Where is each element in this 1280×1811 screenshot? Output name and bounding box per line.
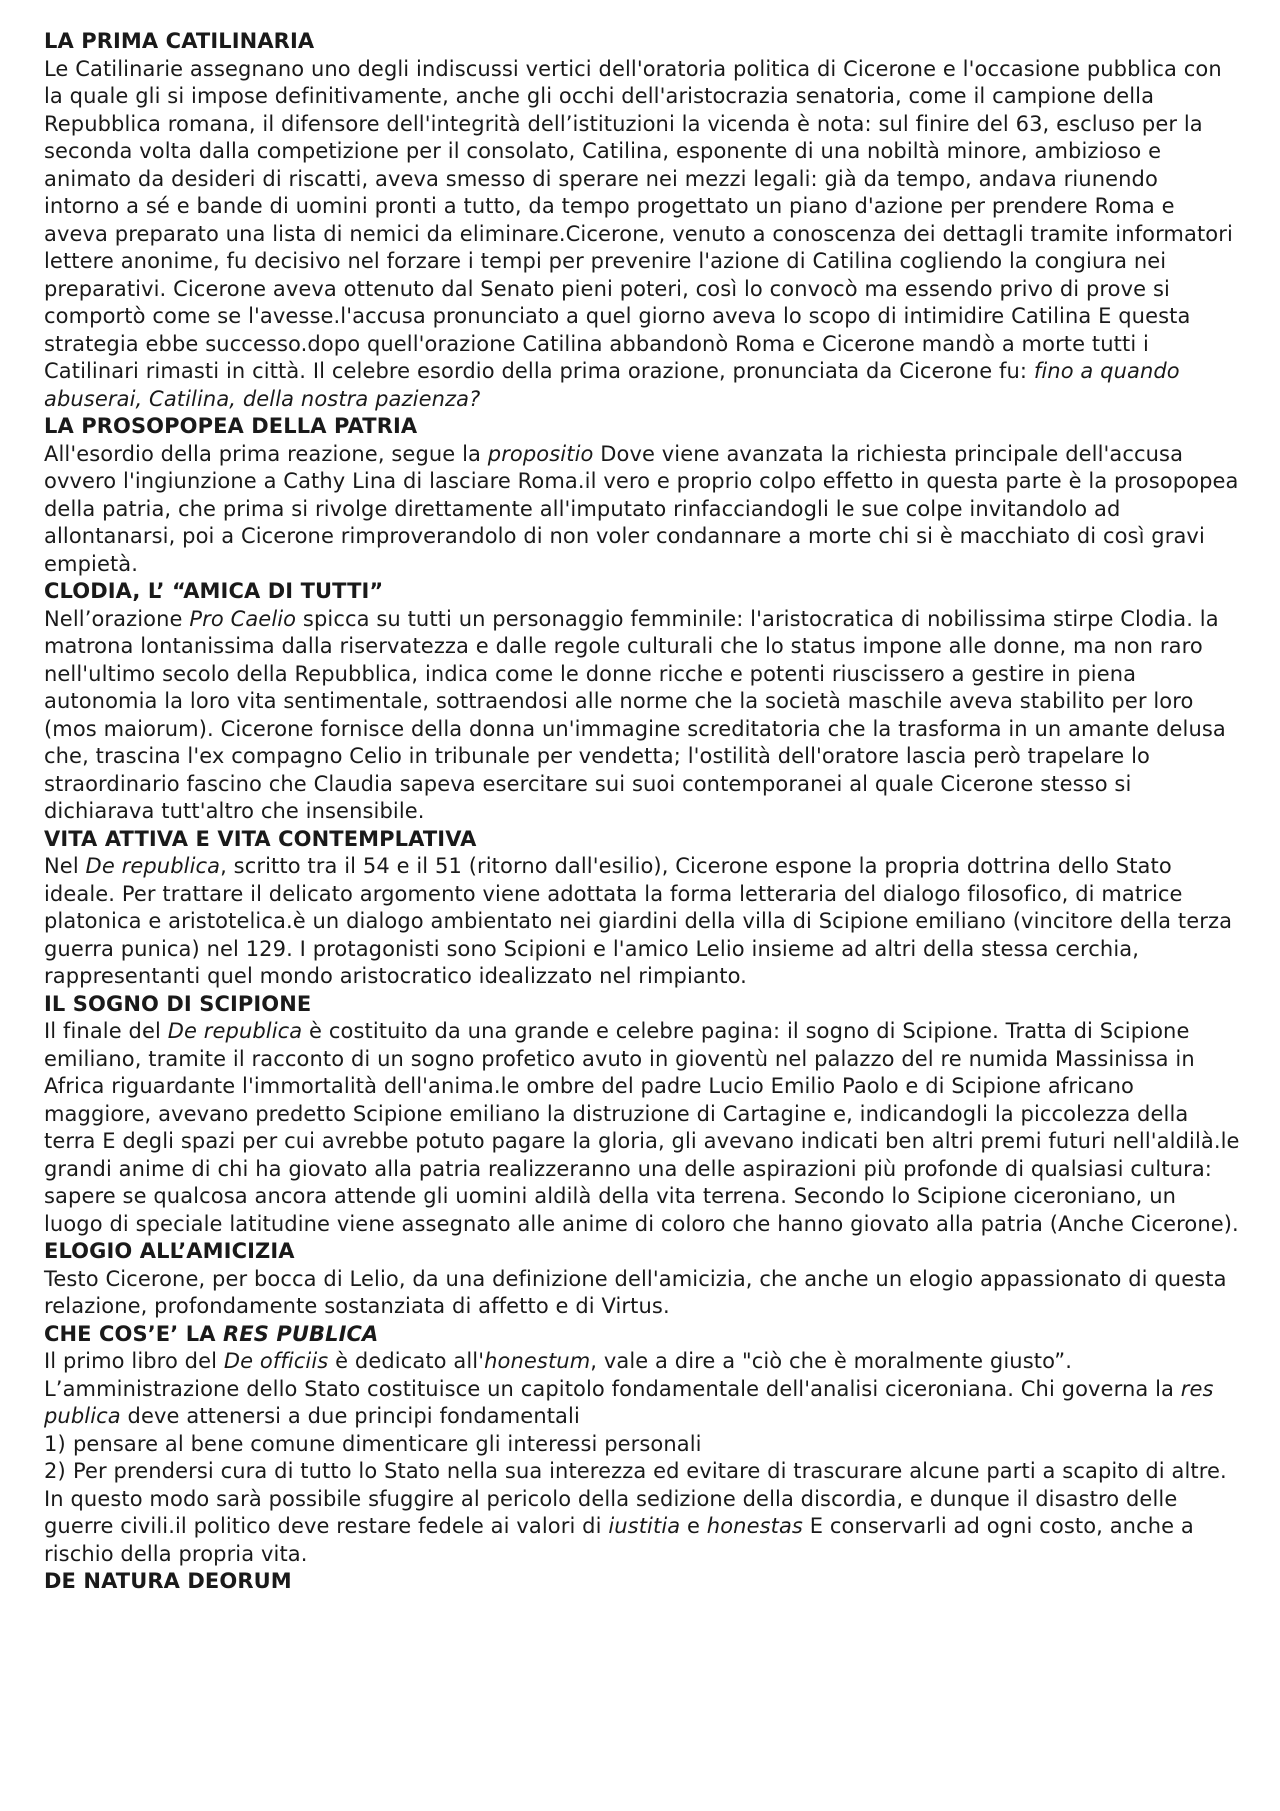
section-clodia xyxy=(44,578,1240,826)
list-item xyxy=(44,1431,1240,1459)
list-number: 1) xyxy=(44,1431,66,1456)
section-paragraph xyxy=(44,853,1240,991)
section-heading: CLODIA, L’ “AMICA DI TUTTI” xyxy=(44,579,384,603)
paragraph-text: è costituito da una grande e celebre pagina: il sogno di Scipione. Tratta di Scipione emiliano, tramite il racconto di un sogno profetico avuto in gioventù nel palazzo del re numida Massinissa in Africa riguardante l'immortalità dell'anima.le ombre del padre Lucio Emilio Paolo e di Scipione africano maggiore, avevano predetto Scipione emiliano la distruzione di Cartagine e, indicandogli la piccolezza della terra E degli spazi per cui avrebbe potuto pagare la gloria, gli avevano indicati ben altri premi futuri nell'aldilà.le grandi anime di chi ha giovato alla patria realizzeranno una delle aspirazioni più profonde di qualsiasi cultura: sapere se qualcosa ancora attende gli uomini aldilà della vita terrena. Secondo lo Scipione ciceroniano, un luogo di speciale latitudine viene assegnato alle anime di coloro che hanno giovato alla patria (Anche Cicerone). xyxy=(44,1019,1240,1236)
list-number: 2) xyxy=(44,1459,66,1483)
section-paragraph: Testo Cicerone, per bocca di Lelio, da una definizione dell'amicizia, che anche un elogio appassionato di questa relazione, profondamente sostanziata di affetto e di Virtus. xyxy=(44,1266,1227,1318)
italic-quote: fino a quando abuserai, Catilina, della nostra pazienza? xyxy=(44,359,1180,411)
numbered-list xyxy=(44,1431,1240,1486)
section-paragraph xyxy=(44,56,1240,414)
paragraph-text: In questo modo sarà possibile sfuggire al pericolo della sedizione della discordia, e dunque il disastro delle guerre civili.il politico deve restare fedele ai valori di xyxy=(44,1486,1178,1538)
heading-italic: RES PUBLICA xyxy=(223,1321,379,1346)
section-prima-catilinaria xyxy=(44,28,1240,413)
paragraph-text: , scritto tra il 54 e il 51 (ritorno dall'esilio), Cicerone espone la propria dottrina dello Stato ideale. Per trattare il delicato argomento viene adottata la forma letteraria del dialogo filosofico, di matrice platonica e aristotelica.è un dialogo ambientato nei giardini della villa di Scipione emiliano (vincitore della terza guerra punica) nel 129. I protagonisti sono Scipioni e l'amico Lelio insieme ad altri della stessa cerchia, rappresentanti quel mondo aristocratico idealizzato nel rimpianto. xyxy=(44,854,1233,988)
section-paragraph xyxy=(44,1486,1240,1569)
section-heading: LA PRIMA CATILINARIA xyxy=(44,29,315,53)
list-text: Per prendersi cura di tutto lo Stato nella sua interezza ed evitare di trascurare alcune parti a scapito di altre. xyxy=(73,1459,1227,1483)
italic-term: honestum xyxy=(484,1349,591,1373)
paragraph-text: e xyxy=(680,1514,707,1538)
italic-title: De republica xyxy=(85,854,221,878)
section-heading: IL SOGNO DI SCIPIONE xyxy=(44,991,312,1016)
heading-text: CHE COS’E’ LA xyxy=(44,1321,223,1346)
section-heading: VITA ATTIVA E VITA CONTEMPLATIVA xyxy=(44,826,477,851)
paragraph-text: Nell’orazione xyxy=(44,606,190,631)
paragraph-text: Dove viene avanzata la richiesta principale dell'accusa ovvero l'ingiunzione a Cathy Lina di lasciare Roma.il vero e proprio colpo effetto in questa parte è la prosopopea della patria, che prima si rivolge direttamente all'imputato rinfacciandogli le sue colpe invitandolo ad allontanarsi, poi a Cicerone rimproverandolo di non voler condannare a morte chi si è macchiato di così gravi empietà. xyxy=(44,441,1239,576)
section-sogno-scipione xyxy=(44,991,1240,1239)
italic-title: De officiis xyxy=(223,1349,329,1373)
italic-term: honestas xyxy=(706,1514,803,1538)
paragraph-text: deve attenersi a due principi fondamentali xyxy=(120,1404,580,1428)
paragraph-text: Il finale del xyxy=(44,1019,168,1043)
section-paragraph xyxy=(44,1018,1240,1238)
paragraph-text: All'esordio della prima reazione, segue la xyxy=(44,441,488,466)
section-de-natura-deorum xyxy=(44,1568,1240,1596)
italic-term: res publica xyxy=(44,1376,1214,1428)
section-heading: DE NATURA DEORUM xyxy=(44,1569,292,1593)
section-paragraph xyxy=(44,606,1240,826)
section-paragraph xyxy=(44,441,1240,579)
list-text: pensare al bene comune dimenticare gli interessi personali xyxy=(73,1431,702,1456)
paragraph-text: Nel xyxy=(44,854,86,878)
italic-term: iustitia xyxy=(608,1514,681,1538)
paragraph-text: E conservarli ad ogni costo, anche a rischio della propria vita. xyxy=(44,1514,1194,1566)
paragraph-text: Il primo libro del xyxy=(44,1349,224,1373)
paragraph-text: spicca su tutti un personaggio femminile: l'aristocratica di nobilissima stirpe Clodia. la matrona lontanissima dalla riservatezza e dalle regole culturali che lo status impone alle donne, ma non raro nell'ultimo secolo della Repubblica, indica come le donne ricche e potenti riuscissero a gestire in piena autonomia la loro vita sentimentale, sottraendosi alle norme che la società maschile aveva stabilito per loro (mos maiorum). Cicerone fornisce della donna un'immagine screditatoria che la trasforma in un amante delusa che, trascina l'ex compagno Celio in tribunale per vendetta; l'ostilità dell'oratore lascia però trapelare lo straordinario fascino che Claudia sapeva esercitare sui suoi contemporanei al quale Cicerone stesso si dichiarava tutt'altro che insensibile. xyxy=(44,606,1226,823)
paragraph-text: Le Catilinarie assegnano uno degli indiscussi vertici dell'oratoria politica di Cicerone e l'occasione pubblica con la quale gli si impose definitivamente, anche gli occhi dell'aristocrazia senatoria, come il campione della Repubblica romana, il difensore dell'integrità dell’istituzioni la vicenda è nota: sul finire del 63, escluso per la seconda volta dalla competizione per il consolato, Catilina, esponente di una nobiltà minore, ambizioso e animato da desideri di riscatti, aveva smesso di sperare nei mezzi legali: già da tempo, andava riunendo intorno a sé e bande di uomini pronti a tutto, da tempo progettato un piano d'azione per prendere Roma e aveva preparato una lista di nemici da eliminare.Cicerone, venuto a conoscenza dei dettagli tramite informatori lettere anonime, fu decisivo nel forzare i tempi per prevenire l'azione di Catilina cogliendo la congiura nei preparativi. Cicerone aveva ottenuto dal Senato pieni poteri, così lo convocò ma essendo privo di prove si comportò come se l'avesse.l'accusa pronunciato a quel giorno aveva lo scopo di intimidire Catilina E questa strategia ebbe successo.dopo quell'orazione Catilina abbandonò Roma e Cicerone mandò a morte tutti i Catilinari rimasti in città. Il celebre esordio della prima orazione, pronunciata da Cicerone fu: xyxy=(44,56,1233,383)
paragraph-text: è dedicato all' xyxy=(328,1349,485,1373)
section-prosopopea xyxy=(44,413,1240,578)
section-res-publica xyxy=(44,1321,1240,1569)
section-elogio-amicizia xyxy=(44,1238,1240,1321)
italic-title: De republica xyxy=(167,1019,303,1043)
section-heading: LA PROSOPOPEA DELLA PATRIA xyxy=(44,414,418,438)
section-heading: ELOGIO ALL’AMICIZIA xyxy=(44,1239,295,1263)
italic-title: Pro Caelio xyxy=(189,606,297,631)
section-vita-attiva xyxy=(44,826,1240,991)
section-paragraph xyxy=(44,1348,1240,1431)
italic-term: propositio xyxy=(487,441,594,466)
section-heading xyxy=(44,1321,1240,1349)
list-item xyxy=(44,1458,1240,1486)
paragraph-text: , vale a dire a "ciò che è moralmente giusto”. L’amministrazione dello Stato costituisce un capitolo fondamentale dell'analisi ciceroniana. Chi governa la xyxy=(44,1349,1181,1401)
